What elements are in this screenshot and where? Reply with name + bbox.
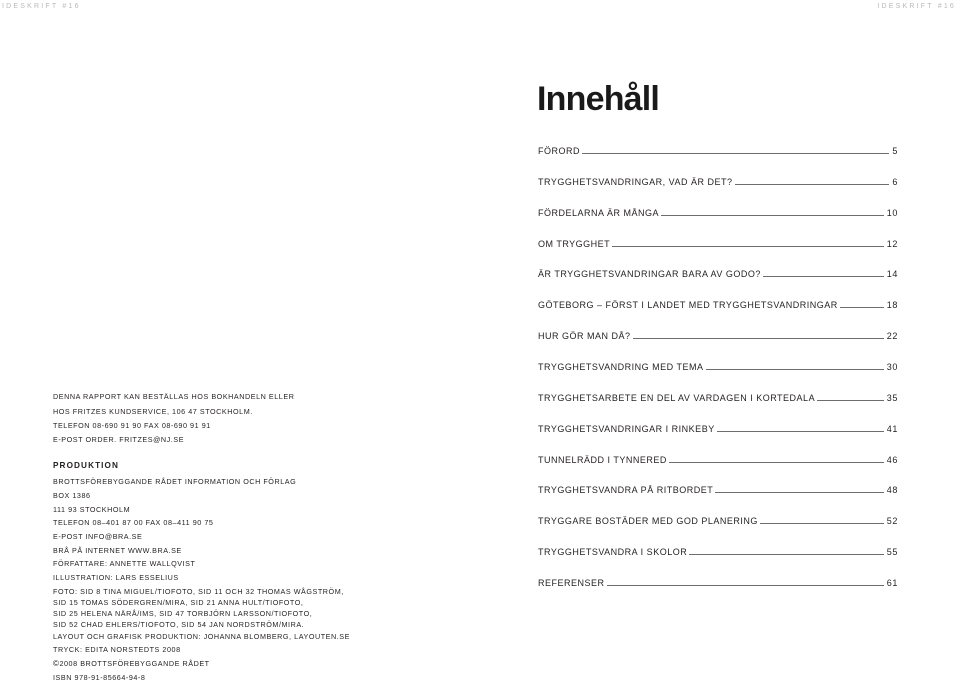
running-head-right: IDESKRIFT #16 [877, 3, 956, 10]
toc-entry-label: TRYGGHETSVANDRING MED TEMA [538, 362, 704, 372]
publisher-web: BRÅ PÅ INTERNET WWW.BRA.SE [53, 546, 182, 555]
print-credit: TRYCK: EDITA NORSTEDTS 2008 [53, 645, 181, 654]
toc-leader-line [763, 276, 884, 277]
toc-leader-line [661, 215, 884, 216]
toc-entry-page: 22 [886, 331, 898, 341]
publisher-postal: 111 93 STOCKHOLM [53, 505, 131, 514]
toc-entry-bara-av-godo[interactable] [538, 265, 898, 279]
toc-entry-label: TRYGGHETSVANDRA PÅ RITBORDET [538, 485, 714, 495]
toc-entry-med-tema[interactable] [538, 358, 898, 372]
toc-leader-line [735, 184, 890, 185]
toc-entry-page: 41 [886, 424, 898, 434]
toc-entry-label: TRYGGHETSVANDRA I SKOLOR [538, 547, 688, 557]
toc-leader-line [633, 338, 884, 339]
copyright-line [53, 659, 210, 668]
toc-leader-line [760, 523, 884, 524]
toc-entry-vad-ar-det[interactable] [538, 173, 898, 187]
toc-entry-rinkeby[interactable] [538, 420, 898, 434]
toc-entry-label: TRYGGHETSVANDRINGAR I RINKEBY [538, 424, 715, 434]
publisher-box: BOX 1386 [53, 491, 91, 500]
toc-entry-fordelarna[interactable] [538, 204, 898, 218]
toc-entry-ritbordet[interactable] [538, 481, 898, 495]
ordering-email: E-POST ORDER. FRITZES@NJ.SE [53, 435, 185, 444]
toc-entry-label: OM TRYGGHET [538, 239, 611, 249]
toc-entry-page: 10 [886, 208, 898, 218]
toc-entry-label: TRYGGHETSARBETE EN DEL AV VARDAGEN I KORTEDALA [538, 393, 816, 403]
toc-entry-label: REFERENSER [538, 578, 605, 588]
toc-entry-tryggare-bostader[interactable] [538, 512, 898, 526]
toc-leader-line [607, 585, 884, 586]
publisher-name: BROTTSFÖREBYGGANDE RÅDET INFORMATION OCH FÖRLAG [53, 477, 297, 486]
toc-title: Innehåll [537, 80, 660, 118]
toc-entry-page: 5 [892, 146, 898, 156]
toc-leader-line [817, 400, 884, 401]
copyright-text: 2008 BROTTSFÖREBYGGANDE RÅDET [59, 659, 210, 668]
toc-entry-label: TRYGGHETSVANDRINGAR, VAD ÄR DET? [538, 177, 733, 187]
toc-leader-line [840, 307, 884, 308]
toc-entry-page: 6 [892, 177, 898, 187]
toc-entry-referenser[interactable] [538, 574, 898, 588]
photo-credit-line: FOTO: SID 8 TINA MIGUEL/TIOFOTO, SID 11 OCH 32 THOMAS WÅGSTRÖM, [53, 587, 344, 596]
production-heading: PRODUKTION [53, 461, 120, 470]
toc-entry-label: GÖTEBORG – FÖRST I LANDET MED TRYGGHETSVANDRINGAR [538, 300, 838, 310]
toc-entry-page: 61 [886, 578, 898, 588]
photo-credit-line: SID 15 TOMAS SÖDERGREN/MIRA, SID 21 ANNA HULT/TIOFOTO, [53, 598, 304, 607]
toc-entry-kortedala[interactable] [538, 389, 898, 403]
toc-leader-line [717, 431, 884, 432]
toc-leader-line [689, 554, 884, 555]
toc-entry-label: ÄR TRYGGHETSVANDRINGAR BARA AV GODO? [538, 269, 761, 279]
toc-entry-tynnered[interactable] [538, 451, 898, 465]
author-credit: FÖRFATTARE: ANNETTE WALLQVIST [53, 559, 196, 568]
running-head-left: IDESKRIFT #16 [2, 3, 81, 10]
toc-entry-page: 14 [886, 269, 898, 279]
toc-entry-label: FÖRORD [538, 146, 580, 156]
toc-entry-page: 35 [886, 393, 898, 403]
photo-credit-line: SID 52 CHAD EHLERS/TIOFOTO, SID 54 JAN NORDSTRÖM/MIRA. [53, 620, 305, 629]
isbn: ISBN 978-91-85664-94-8 [53, 673, 146, 682]
illustration-credit: ILLUSTRATION: LARS ESSELIUS [53, 573, 179, 582]
toc-leader-line [612, 246, 884, 247]
toc-entry-page: 52 [886, 516, 898, 526]
photo-credit-line: SID 25 HELENA NÄRÅ/IMS, SID 47 TORBJÖRN LARSSON/TIOFOTO, [53, 609, 313, 618]
toc-leader-line [669, 462, 884, 463]
toc-leader-line [706, 369, 884, 370]
toc-leader-line [715, 492, 884, 493]
toc-entry-page: 18 [886, 300, 898, 310]
toc-entry-label: TUNNELRÄDD I TYNNERED [538, 455, 667, 465]
copyright-symbol: © [53, 659, 60, 668]
publisher-email: E-POST INFO@BRA.SE [53, 532, 143, 541]
toc-entry-goteborg[interactable] [538, 296, 898, 310]
publisher-phone: TELEFON 08–401 87 00 FAX 08–411 90 75 [53, 518, 214, 527]
ordering-info-line: HOS FRITZES KUNDSERVICE, 106 47 STOCKHOLM. [53, 407, 253, 416]
toc-entry-page: 12 [886, 239, 898, 249]
toc-entry-hur-gor-man[interactable] [538, 327, 898, 341]
toc-entry-label: TRYGGARE BOSTÄDER MED GOD PLANERING [538, 516, 758, 526]
toc-entry-om-trygghet[interactable] [538, 235, 898, 249]
toc-entry-forord[interactable] [538, 142, 898, 156]
toc-entry-page: 30 [886, 362, 898, 372]
toc-entry-page: 55 [886, 547, 898, 557]
ordering-info-line: DENNA RAPPORT KAN BESTÄLLAS HOS BOKHANDELN ELLER [53, 392, 295, 401]
layout-credit: LAYOUT OCH GRAFISK PRODUKTION: JOHANNA BLOMBERG, LAYOUTEN.SE [53, 632, 350, 641]
toc-entry-page: 46 [886, 455, 898, 465]
ordering-phone: TELEFON 08-690 91 90 FAX 08-690 91 91 [53, 421, 211, 430]
toc-entry-label: HUR GÖR MAN DÅ? [538, 331, 631, 341]
toc-leader-line [582, 153, 889, 154]
toc-entry-skolor[interactable] [538, 543, 898, 557]
toc-entry-label: FÖRDELARNA ÄR MÅNGA [538, 208, 660, 218]
toc-entry-page: 48 [886, 485, 898, 495]
